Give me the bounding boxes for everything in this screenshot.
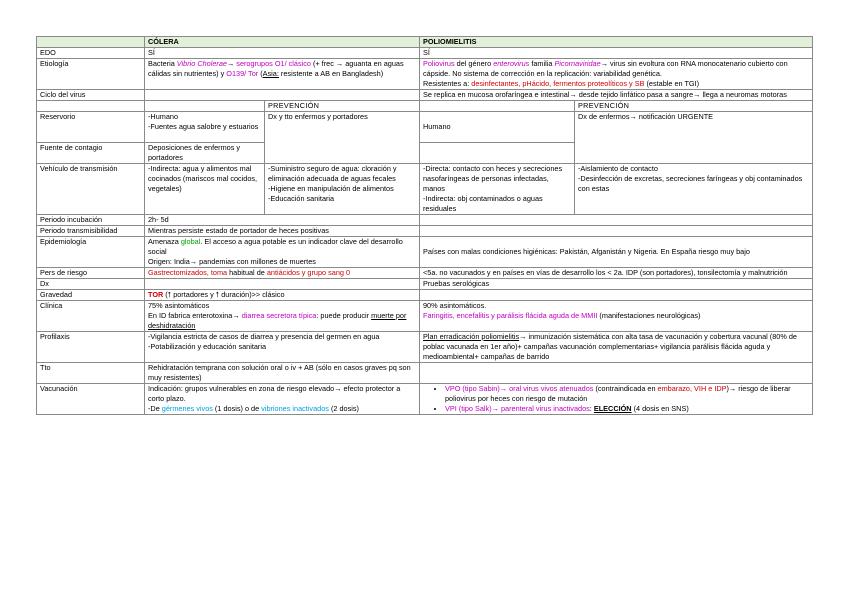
colera-epidemiologia: Amenaza global. El acceso a agua potable es un indicador clave del desarrollo social Origen: India→ pandemias con millones de muertes [145, 237, 420, 268]
row-label: Fuente de contagio [37, 143, 145, 164]
row-gravedad [37, 290, 813, 301]
row-label: Profilaxis [37, 332, 145, 363]
colera-riesgo: Gastrectomizados, toma habitual de antiácidos y grupo sang 0 [145, 268, 420, 279]
colera-fuente: Deposiciones de enfermos y portadores [145, 143, 265, 164]
header-row [37, 37, 813, 48]
polio-gravedad [420, 290, 813, 301]
row-label: Tto [37, 363, 145, 384]
header-colera: CÓLERA [145, 37, 420, 48]
row-edo [37, 48, 813, 59]
row-epidemiologia [37, 237, 813, 268]
colera-prev-reservorio: Dx y tto enfermos y portadores [265, 112, 420, 164]
colera-reservorio: -Humano -Fuentes agua salobre y estuarios [145, 112, 265, 143]
row-label: Ciclo del virus [37, 90, 145, 101]
colera-tto: Rehidratación temprana con solución oral o iv + AB (sólo en casos graves pq son muy resistentes) [145, 363, 420, 384]
polio-ciclo: Se replica en mucosa orofaríngea e intestinal→ desde tejido linfático pasa a sangre→ llega a neuromas motoras [420, 90, 813, 101]
row-label: Vacunación [37, 384, 145, 415]
row-label: Gravedad [37, 290, 145, 301]
polio-riesgo: <5a. no vacunados y en países en vías de desarrollo los < 2a. IDP (son portadores), tonsilectomía y malnutrición [420, 268, 813, 279]
polio-reservorio: Humano [420, 112, 575, 143]
row-label: Clínica [37, 301, 145, 332]
colera-profilaxis: -Vigilancia estricta de casos de diarrea y presencia del germen en agua -Potabilización y educación sanitaria [145, 332, 420, 363]
row-ciclo [37, 90, 813, 101]
row-vehiculo [37, 164, 813, 215]
row-label: Periodo incubación [37, 215, 145, 226]
prevencion-label: PREVENCIÓN [575, 101, 813, 112]
colera-edo: SÍ [145, 48, 420, 59]
row-label: EDO [37, 48, 145, 59]
polio-vacunacion [420, 384, 813, 415]
row-prevencion-header [37, 101, 813, 112]
row-label: Reservorio [37, 112, 145, 143]
polio-fuente [420, 143, 575, 164]
polio-edo: SÍ [420, 48, 813, 59]
polio-prev-reservorio: Dx de enfermos→ notificación URGENTE [575, 112, 813, 164]
row-label: Pers de riesgo [37, 268, 145, 279]
colera-ciclo [145, 90, 420, 101]
row-label: Periodo transmisibilidad [37, 226, 145, 237]
row-tto [37, 363, 813, 384]
colera-etiologia: Bacteria Vibrio Cholerae→ serogrupos O1/ clásico (+ frec → aguanta en aguas cálidas sin nutrientes) y O139/ Tor (Asia: resistente a AB en Bangladesh) [145, 59, 420, 90]
row-label: Etiología [37, 59, 145, 90]
polio-transmisibilidad [420, 226, 813, 237]
colera-vehiculo: -Indirecta: agua y alimentos mal cocinados (mariscos mal cocidos, vegetales) [145, 164, 265, 215]
row-incubacion [37, 215, 813, 226]
header-empty [37, 37, 145, 48]
row-label: Vehículo de transmisión [37, 164, 145, 215]
row-clinica [37, 301, 813, 332]
row-label: Dx [37, 279, 145, 290]
colera-transmisibilidad: Mientras persiste estado de portador de heces positivas [145, 226, 420, 237]
polio-etiologia: Poliovirus del género enterovirus familia Picornaviridae→ virus sin evoltura con RNA monocatenario cubierto con cápside. No sistema de corrección en la replicación: variabilidad genética. Resistentes a: desinfectantes, pHácido, fermentos proteolíticos y SB (estable en TGI) [420, 59, 813, 90]
row-label: Epidemiología [37, 237, 145, 268]
comparison-table [36, 36, 813, 415]
colera-incubacion: 2h- 5d [145, 215, 420, 226]
row-riesgo [37, 268, 813, 279]
prevencion-label: PREVENCIÓN [265, 101, 420, 112]
colera-dx [145, 279, 420, 290]
polio-clinica: 90% asintomáticos. Faringitis, encefalitis y parálisis flácida aguda de MMII (manifestaciones neurológicas) [420, 301, 813, 332]
polio-epidemiologia: Países con malas condiciones higiénicas: Pakistán, Afganistán y Nigeria. En España riesgo muy bajo [420, 237, 813, 268]
polio-dx: Pruebas serológicas [420, 279, 813, 290]
row-etiologia [37, 59, 813, 90]
colera-gravedad: TOR (⭡ portadores y ⭡ duración)>> clásico [145, 290, 420, 301]
colera-vacunacion: Indicación: grupos vulnerables en zona de riesgo elevado→ efecto protector a corto plazo. -De gérmenes vivos (1 dosis) o de vibriones inactivados (2 dosis) [145, 384, 420, 415]
polio-incubacion [420, 215, 813, 226]
polio-vehiculo: -Directa: contacto con heces y secreciones nasofaríngeas de personas infectadas, manos -Indirecta: obj contaminados o aguas residuales [420, 164, 575, 215]
colera-prev-vehiculo: -Suministro seguro de agua: cloración y eliminación adecuada de aguas fecales -Higiene en manipulación de alimentos -Educación sanitaria [265, 164, 420, 215]
row-transmisibilidad [37, 226, 813, 237]
polio-profilaxis: Plan erradicación poliomielitis→ inmunización sistemática con alta tasa de vacunación y cobertura vacunal (80% de poblac vacunada en 1er año)+ campañas vacunación complementarias+ vigilancia parálisis flácida aguda y medioambiental+ campañas de barrido [420, 332, 813, 363]
row-profilaxis [37, 332, 813, 363]
polio-prev-vehiculo: -Aislamiento de contacto -Desinfección de excretas, secreciones faríngeas y obj contaminados con estas [575, 164, 813, 215]
header-polio: POLIOMIELITIS [420, 37, 813, 48]
list-item: • VPO (tipo Sabin)→ oral virus vivos atenuados (contraindicada en embarazo, VIH e IDP)→ riesgo de liberar poliovirus por heces con riesgo de mutación [445, 384, 809, 404]
row-dx [37, 279, 813, 290]
row-vacunacion [37, 384, 813, 415]
colera-clinica: 75% asintomáticos En ID fabrica enterotoxina→ diarrea secretora típica: puede producir muerte por deshidratación [145, 301, 420, 332]
polio-tto [420, 363, 813, 384]
vaccine-list [423, 384, 809, 414]
row-reservorio [37, 112, 813, 143]
list-item: • VPI (tipo Salk)→ parenteral virus inactivados: ELECCIÓN (4 dosis en SNS) [445, 404, 809, 414]
